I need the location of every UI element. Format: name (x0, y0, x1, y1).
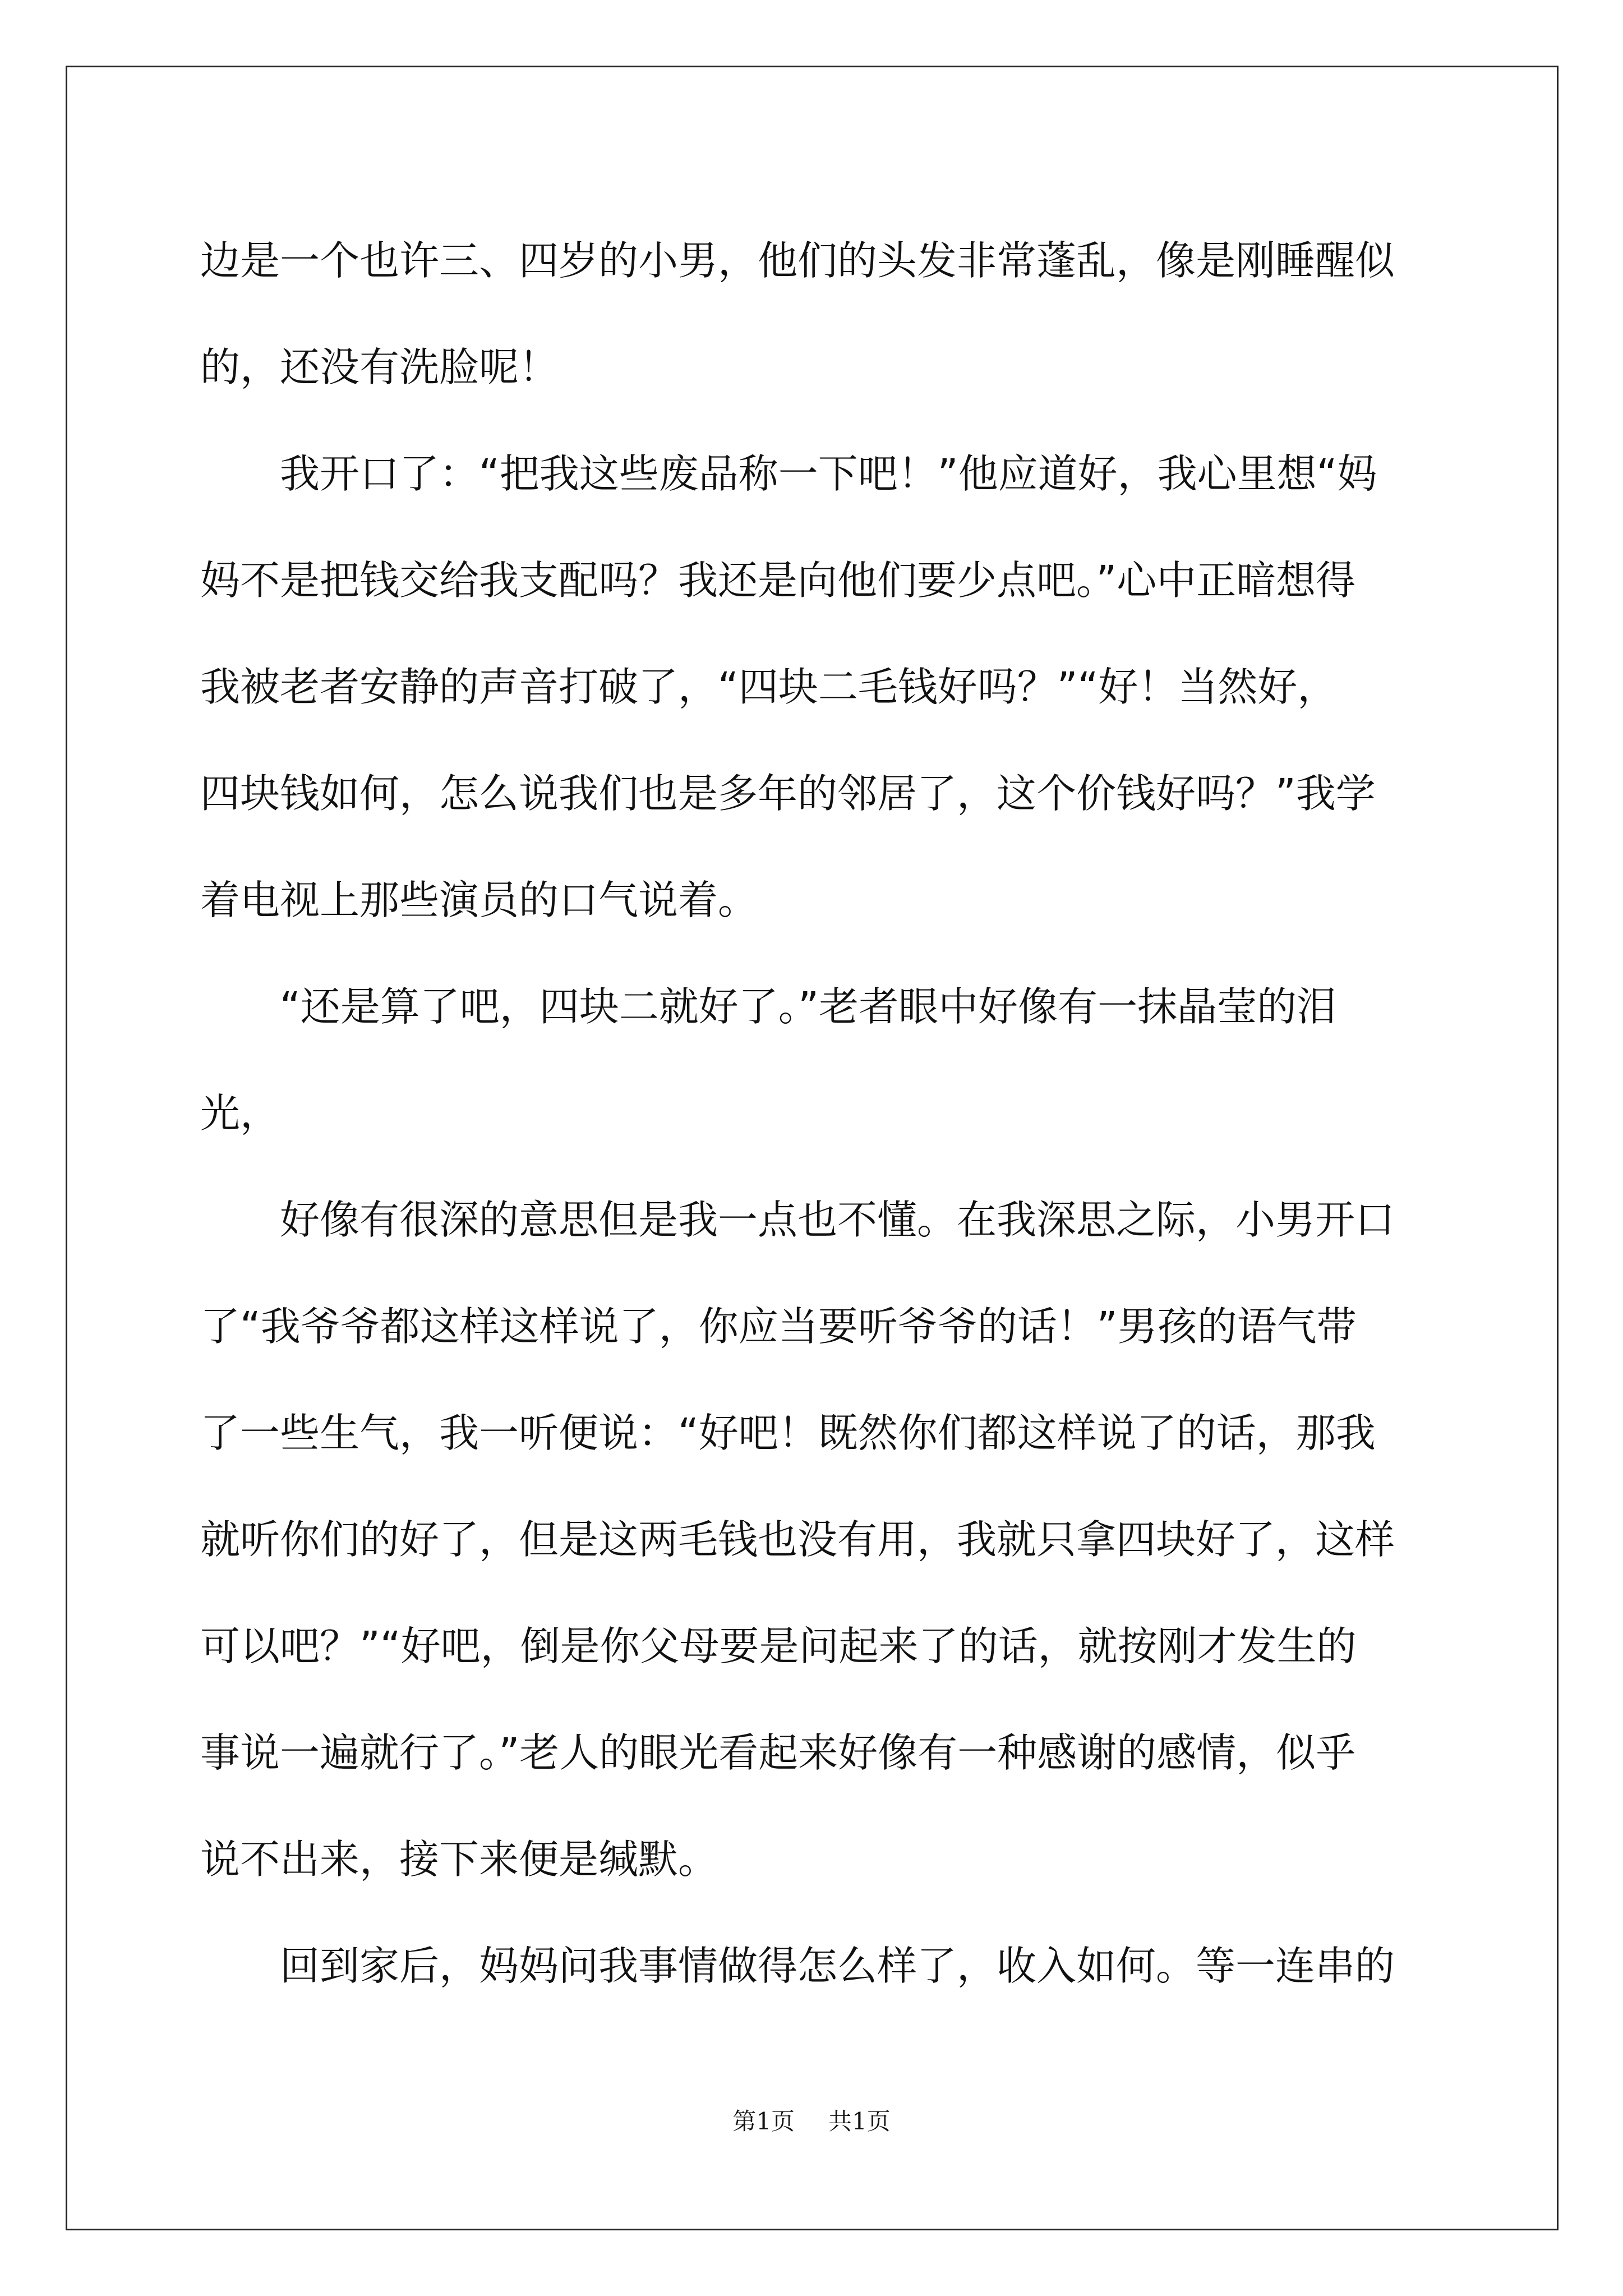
text-line: 事说一遍就行了。”老人的眼光看起来好像有一种感谢的感情，似乎 (200, 1729, 1356, 1776)
text-line: 可以吧？”“好吧，倒是你父母要是问起来了的话，就按刚才发生的 (200, 1623, 1357, 1669)
text-line: 的，还没有洗脸呢！ (200, 344, 559, 390)
text-line: 好像有很深的意思但是我一点也不懂。在我深思之际，小男开口 (200, 1197, 1395, 1243)
page-number-total: 共1页 (828, 2108, 891, 2135)
document-body (200, 208, 1423, 2019)
text-line: 了“我爷爷都这样这样说了，你应当要听爷爷的话！”男孩的语气带 (200, 1303, 1357, 1350)
text-line: 妈不是把钱交给我支配吗？我还是向他们要少点吧。”心中正暗想得 (200, 557, 1356, 604)
page-footer (0, 2105, 1623, 2138)
text-line: 我被老者安静的声音打破了，“四块二毛钱好吗？”“好！当然好， (200, 664, 1338, 710)
text-line: “还是算了吧，四块二就好了。”老者眼中好像有一抹晶莹的泪 (200, 983, 1337, 1030)
text-line: 了一些生气，我一听便说：“好吧！既然你们都这样说了的话，那我 (200, 1410, 1376, 1456)
text-line: 我开口了：“把我这些废品称一下吧！”他应道好，我心里想“妈 (200, 450, 1377, 497)
text-line: 着电视上那些演员的口气说着。 (200, 877, 758, 923)
text-line: 就听你们的好了，但是这两毛钱也没有用，我就只拿四块好了，这样 (200, 1516, 1395, 1563)
page-number-current: 第1页 (732, 2108, 795, 2135)
text-line: 边是一个也许三、四岁的小男，他们的头发非常蓬乱，像是刚睡醒似 (200, 237, 1395, 284)
text-line: 四块钱如何，怎么说我们也是多年的邻居了，这个价钱好吗？”我学 (200, 770, 1376, 817)
text-line: 回到家后，妈妈问我事情做得怎么样了，收入如何。等一连串的 (200, 1943, 1395, 1989)
text-line: 说不出来，接下来便是缄默。 (200, 1836, 718, 1883)
text-line: 光， (200, 1090, 280, 1137)
